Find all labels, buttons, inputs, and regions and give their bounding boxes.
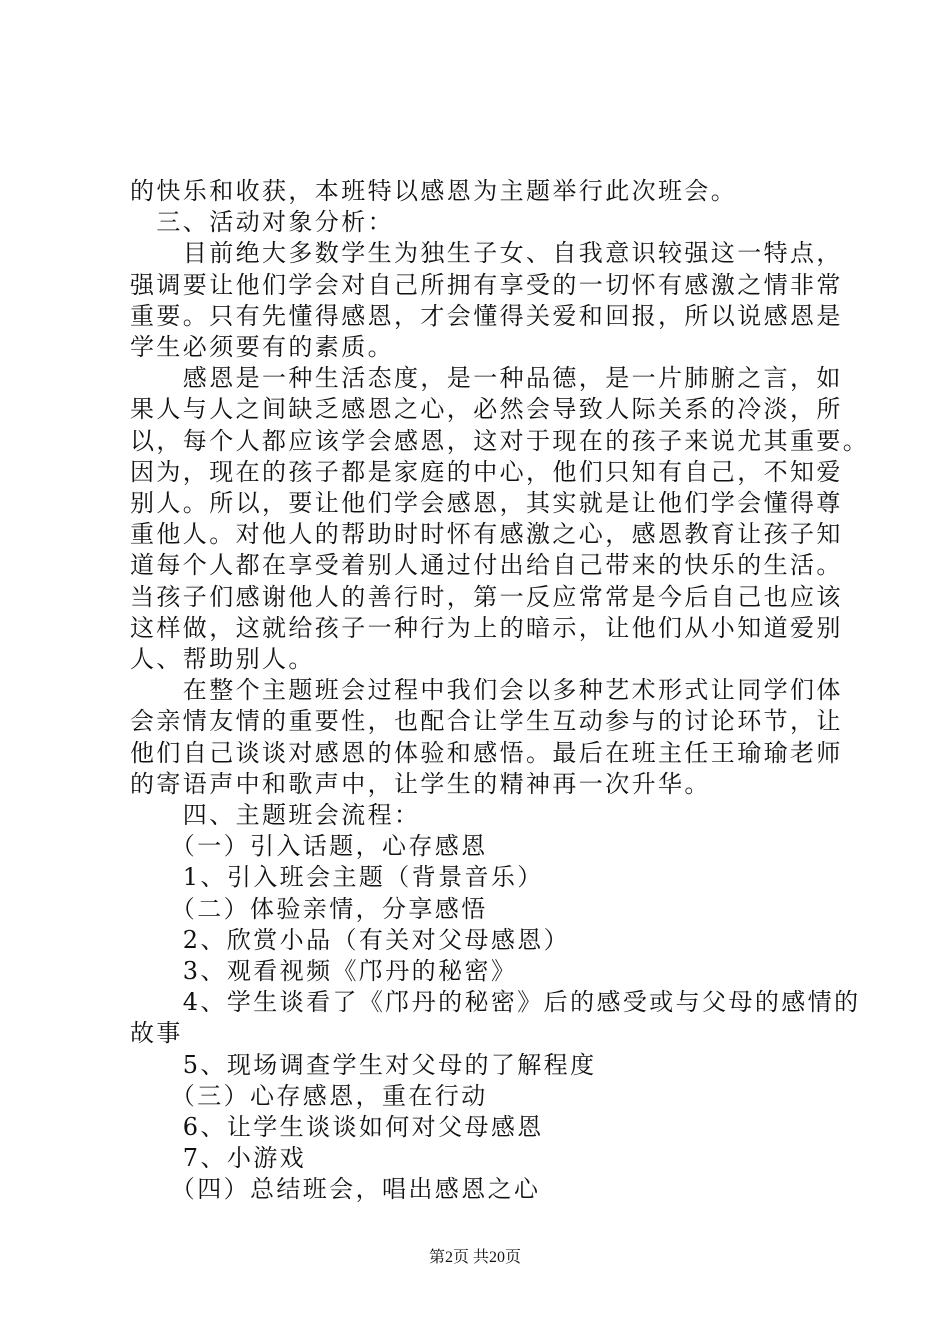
text-line: （四）总结班会，唱出感恩之心 (130, 1175, 541, 1204)
text-line: 道每个人都在享受着别人通过付出给自己带来的快乐的生活。 (130, 551, 843, 580)
text-line: 7、小游戏 (130, 1144, 307, 1173)
text-line: 学生必须要有的素质。 (130, 333, 394, 361)
text-line: 目前绝大多数学生为独生子女、自我意识较强这一特点， (130, 239, 843, 268)
text-line: （三）心存感恩，重在行动 (130, 1081, 488, 1110)
text-line: 3、观看视频《邝丹的秘密》 (130, 957, 518, 985)
text-line: 故事 (130, 1019, 183, 1048)
text-line: 2、欣赏小品（有关对父母感恩） (130, 925, 571, 954)
text-line: 1、引入班会主题（背景音乐） (130, 863, 544, 892)
text-line: 4、学生谈看了《邝丹的秘密》后的感受或与父母的感情的 (130, 988, 861, 1017)
text-line: 他们自己谈谈对感恩的体验和感悟。最后在班主任王瑜瑜老师 (130, 738, 843, 767)
text-line: （二）体验亲情，分享感悟 (130, 894, 488, 923)
text-line: 重他人。对他人的帮助时时怀有感激之心，感恩教育让孩子知 (130, 520, 843, 549)
text-line: （一）引入话题，心存感恩 (130, 832, 488, 861)
text-line: 以，每个人都应该学会感恩，这对于现在的孩子来说尤其重要。 (130, 426, 870, 455)
text-line: 在整个主题班会过程中我们会以多种艺术形式让同学们体 (130, 676, 843, 705)
text-line: 当孩子们感谢他人的善行时，第一反应常常是今后自己也应该 (130, 582, 843, 611)
text-line: 这样做，这就给孩子一种行为上的暗示，让他们从小知道爱别 (130, 613, 843, 642)
text-line: 人、帮助别人。 (130, 645, 315, 673)
text-line: 的快乐和收获，本班特以感恩为主题举行此次班会。 (130, 177, 738, 205)
text-line: 四、主题班会流程： (130, 801, 421, 829)
text-line: 因为，现在的孩子都是家庭的中心，他们只知有自己，不知爱 (130, 457, 843, 486)
text-line: 5、现场调查学生对父母的了解程度 (130, 1050, 597, 1079)
text-line: 的寄语声中和歌声中，让学生的精神再一次升华。 (130, 769, 711, 798)
page-footer: 第2页 共20页 (428, 1249, 521, 1266)
text-line: 会亲情友情的重要性，也配合让学生互动参与的讨论环节，让 (130, 707, 843, 736)
text-line: 重要。只有先懂得感恩，才会懂得关爱和回报，所以说感恩是 (130, 301, 843, 330)
text-line: 别人。所以，要让他们学会感恩，其实就是让他们学会懂得尊 (130, 489, 843, 517)
text-line: 感恩是一种生活态度，是一种品德，是一片肺腑之言，如 (130, 364, 843, 393)
text-line: 6、让学生谈谈如何对父母感恩 (130, 1113, 544, 1141)
text-line: 强调要让他们学会对自己所拥有享受的一切怀有感激之情非常 (130, 270, 843, 299)
text-line: 三、活动对象分析： (130, 208, 394, 237)
text-line: 果人与人之间缺乏感恩之心，必然会导致人际关系的冷淡，所 (130, 395, 843, 424)
